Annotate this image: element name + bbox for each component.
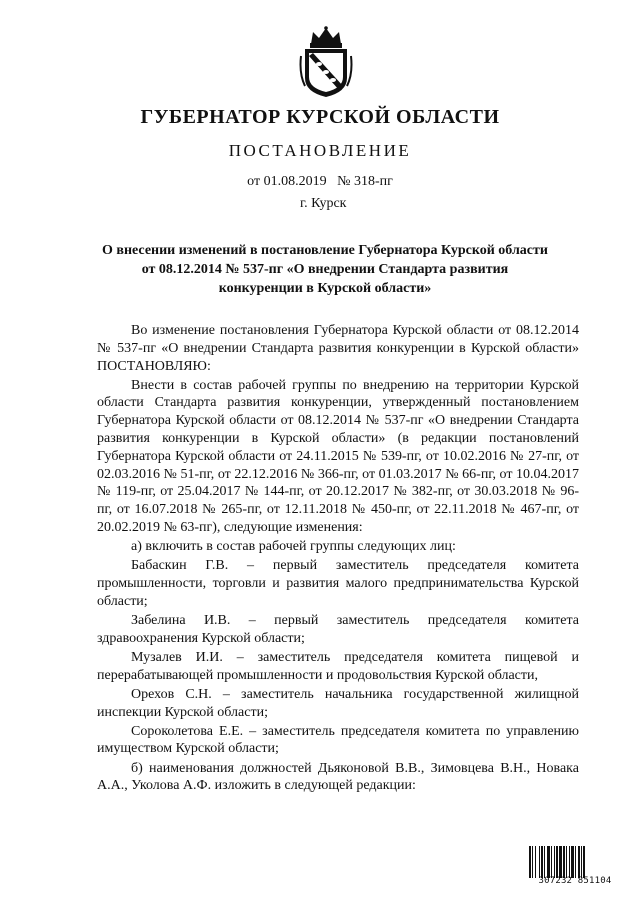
barcode-bar <box>541 846 543 878</box>
date-number-line: от 01.08.2019 № 318-пг <box>247 174 393 189</box>
document-barcode <box>528 846 622 888</box>
barcode-number: 307232 851104 <box>538 876 612 886</box>
barcode-bar <box>544 846 545 878</box>
barcode-bar <box>547 846 550 878</box>
barcode-bar <box>535 846 536 878</box>
barcode-bar <box>559 846 562 878</box>
barcode-bar <box>578 846 580 878</box>
subject-line: конкуренции в Курской области» <box>218 281 432 296</box>
barcode-bar <box>532 846 533 878</box>
body-paragraph: Забелина И.В. – первый заместитель председателя комитета здравоохранения Курской области; <box>97 612 579 646</box>
document-body <box>97 322 579 796</box>
subject-line: от 08.12.2014 № 537-пг «О внедрении Стандарта развития <box>141 262 509 277</box>
governor-title: ГУБЕРНАТОР КУРСКОЙ ОБЛАСТИ <box>140 106 500 128</box>
barcode-bar <box>575 846 576 878</box>
barcode-icon <box>528 846 622 878</box>
barcode-bar <box>551 846 552 878</box>
subject-line: О внесении изменений в постановление Губернатора Курской области <box>102 243 548 258</box>
body-paragraph: Во изменение постановления Губернатора Курской области от 08.12.2014 № 537-пг «О внедрении Стандарта развития конкуренции в Курской области» ПОСТАНОВЛЯЮ: <box>97 323 579 374</box>
barcode-bar <box>569 846 570 878</box>
barcode-bar <box>529 846 531 878</box>
barcode-bar <box>583 846 585 878</box>
body-paragraph: Музалев И.И. – заместитель председателя комитета пищевой и перерабатывающей промышленности и продовольствия Курской области, <box>97 649 579 683</box>
document-subject <box>90 241 560 298</box>
barcode-bar <box>563 846 565 878</box>
barcode-bar <box>571 846 574 878</box>
body-paragraph: Бабаскин Г.В. – первый заместитель председателя комитета промышленности, торговли и развития малого предпринимательства Курской области; <box>97 558 579 609</box>
city-line: г. Курск <box>300 196 347 211</box>
barcode-bar <box>566 846 567 878</box>
body-paragraph: Внести в состав рабочей группы по внедрению на территории Курской области Стандарта развития конкуренции, утвержденный постановлением Губернатора Курской области от 08.12.2014 № 537-пг «О внедрении Стандарта развития конкуренции в Курской области» (в редакции постановлений Губернатора Курской области от 24.11.2015 № 539-пг, от 10.02.2016 № 27-пг, от 02.03.2016 № 51-пг, от 22.12.2016 № 366-пг, от 01.03.2017 № 66-пг, от 10.04.2017 № 119-пг, от 25.04.2017 № 144-пг, от 20.12.2017 № 382-пг, от 30.03.2018 № 96-пг, от 16.07.2018 № 265-пг, от 12.11.2018 № 450-пг, от 22.11.2018 № 467-пг, от 20.02.2019 № 63-пг), следующие изменения: <box>97 377 579 536</box>
barcode-bar <box>581 846 582 878</box>
kursk-coat-of-arms-icon <box>299 26 353 98</box>
body-paragraph: Сороколетова Е.Е. – заместитель председателя комитета по управлению имуществом Курской области; <box>97 723 579 757</box>
body-paragraph: Орехов С.Н. – заместитель начальника государственной жилищной инспекции Курской области; <box>97 686 579 720</box>
body-paragraph: а) включить в состав рабочей группы следующих лиц: <box>131 539 456 555</box>
barcode-bar <box>554 846 555 878</box>
document-type: ПОСТАНОВЛЕНИЕ <box>228 141 412 160</box>
barcode-bar <box>539 846 540 878</box>
barcode-bar <box>556 846 558 878</box>
body-paragraph: б) наименования должностей Дьяконовой В.В., Зимовцева В.Н., Новака А.А., Уколова А.Ф. изложить в следующей редакции: <box>97 760 579 794</box>
